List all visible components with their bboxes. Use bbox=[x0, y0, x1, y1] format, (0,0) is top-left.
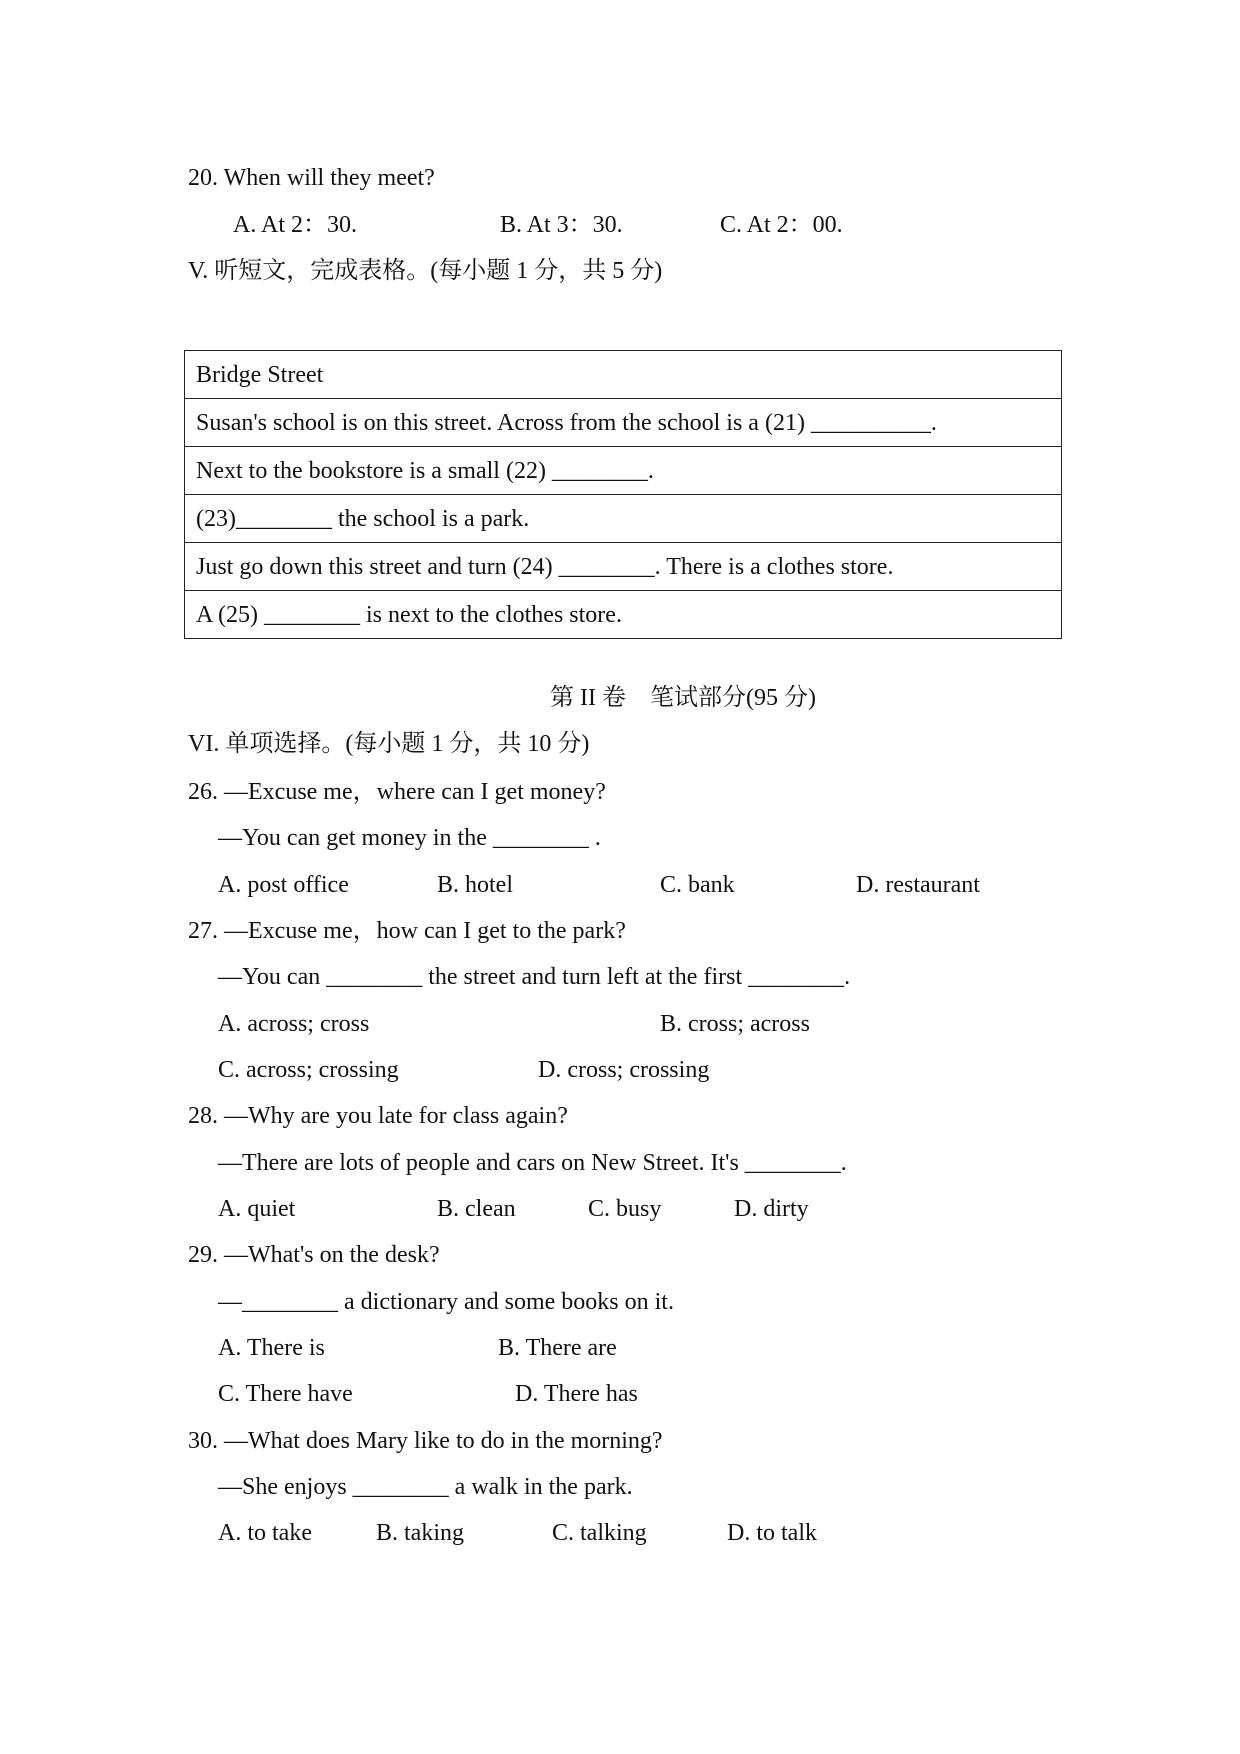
question-20-option-c: C. At 2：00. bbox=[720, 212, 843, 238]
table-row bbox=[185, 351, 1062, 399]
question-27-option-a: A. across; cross bbox=[218, 1011, 370, 1037]
question-27-stem: 27. —Excuse me，how can I get to the park? bbox=[188, 918, 626, 944]
question-29-stem: 29. —What's on the desk? bbox=[188, 1242, 440, 1268]
question-27-option-b: B. cross; across bbox=[660, 1011, 810, 1037]
question-28-option-a: A. quiet bbox=[218, 1196, 296, 1222]
question-20-stem: 20. When will they meet? bbox=[188, 165, 435, 191]
table-cell: Just go down this street and turn (24) ________. There is a clothes store. bbox=[185, 543, 1062, 591]
table-row bbox=[185, 495, 1062, 543]
question-26-option-d: D. restaurant bbox=[856, 872, 980, 898]
question-28-answer-line: —There are lots of people and cars on New Street. It's ________. bbox=[218, 1150, 847, 1176]
question-29-option-a: A. There is bbox=[218, 1335, 325, 1361]
question-29-option-b: B. There are bbox=[498, 1335, 617, 1361]
table-row bbox=[185, 543, 1062, 591]
question-30-option-d: D. to talk bbox=[727, 1520, 817, 1546]
question-26-option-a: A. post office bbox=[218, 872, 349, 898]
table-cell: Susan's school is on this street. Across from the school is a (21) __________. bbox=[185, 399, 1062, 447]
question-26-answer-line: —You can get money in the ________ . bbox=[218, 825, 601, 851]
question-26-stem: 26. —Excuse me，where can I get money? bbox=[188, 779, 606, 805]
question-28-option-b: B. clean bbox=[437, 1196, 516, 1222]
bridge-street-table bbox=[184, 350, 1062, 639]
question-27-option-d: D. cross; crossing bbox=[538, 1057, 710, 1083]
question-30-option-a: A. to take bbox=[218, 1520, 312, 1546]
part-2-title: 第 II 卷 笔试部分(95 分) bbox=[550, 685, 816, 711]
question-30-answer-line: —She enjoys ________ a walk in the park. bbox=[218, 1474, 633, 1500]
section-6-heading: VI. 单项选择。(每小题 1 分，共 10 分) bbox=[188, 731, 590, 757]
table-cell: Bridge Street bbox=[185, 351, 1062, 399]
table-row bbox=[185, 447, 1062, 495]
table-cell: A (25) ________ is next to the clothes store. bbox=[185, 591, 1062, 639]
question-20-option-b: B. At 3：30. bbox=[500, 212, 623, 238]
question-27-answer-line: —You can ________ the street and turn left at the first ________. bbox=[218, 964, 851, 990]
table-cell: Next to the bookstore is a small (22) ________. bbox=[185, 447, 1062, 495]
question-30-option-b: B. taking bbox=[376, 1520, 464, 1546]
section-5-heading: V. 听短文，完成表格。(每小题 1 分，共 5 分) bbox=[188, 258, 663, 284]
question-30-option-c: C. talking bbox=[552, 1520, 647, 1546]
question-26-option-b: B. hotel bbox=[437, 872, 513, 898]
table-row bbox=[185, 591, 1062, 639]
question-28-option-d: D. dirty bbox=[734, 1196, 809, 1222]
question-27-option-c: C. across; crossing bbox=[218, 1057, 399, 1083]
question-29-option-d: D. There has bbox=[515, 1381, 638, 1407]
question-28-stem: 28. —Why are you late for class again? bbox=[188, 1103, 568, 1129]
question-28-option-c: C. busy bbox=[588, 1196, 662, 1222]
table-cell: (23)________ the school is a park. bbox=[185, 495, 1062, 543]
table-row bbox=[185, 399, 1062, 447]
question-30-stem: 30. —What does Mary like to do in the morning? bbox=[188, 1428, 663, 1454]
question-26-option-c: C. bank bbox=[660, 872, 735, 898]
question-20-option-a: A. At 2：30. bbox=[233, 212, 358, 238]
question-29-option-c: C. There have bbox=[218, 1381, 353, 1407]
question-29-answer-line: —________ a dictionary and some books on it. bbox=[218, 1289, 674, 1315]
